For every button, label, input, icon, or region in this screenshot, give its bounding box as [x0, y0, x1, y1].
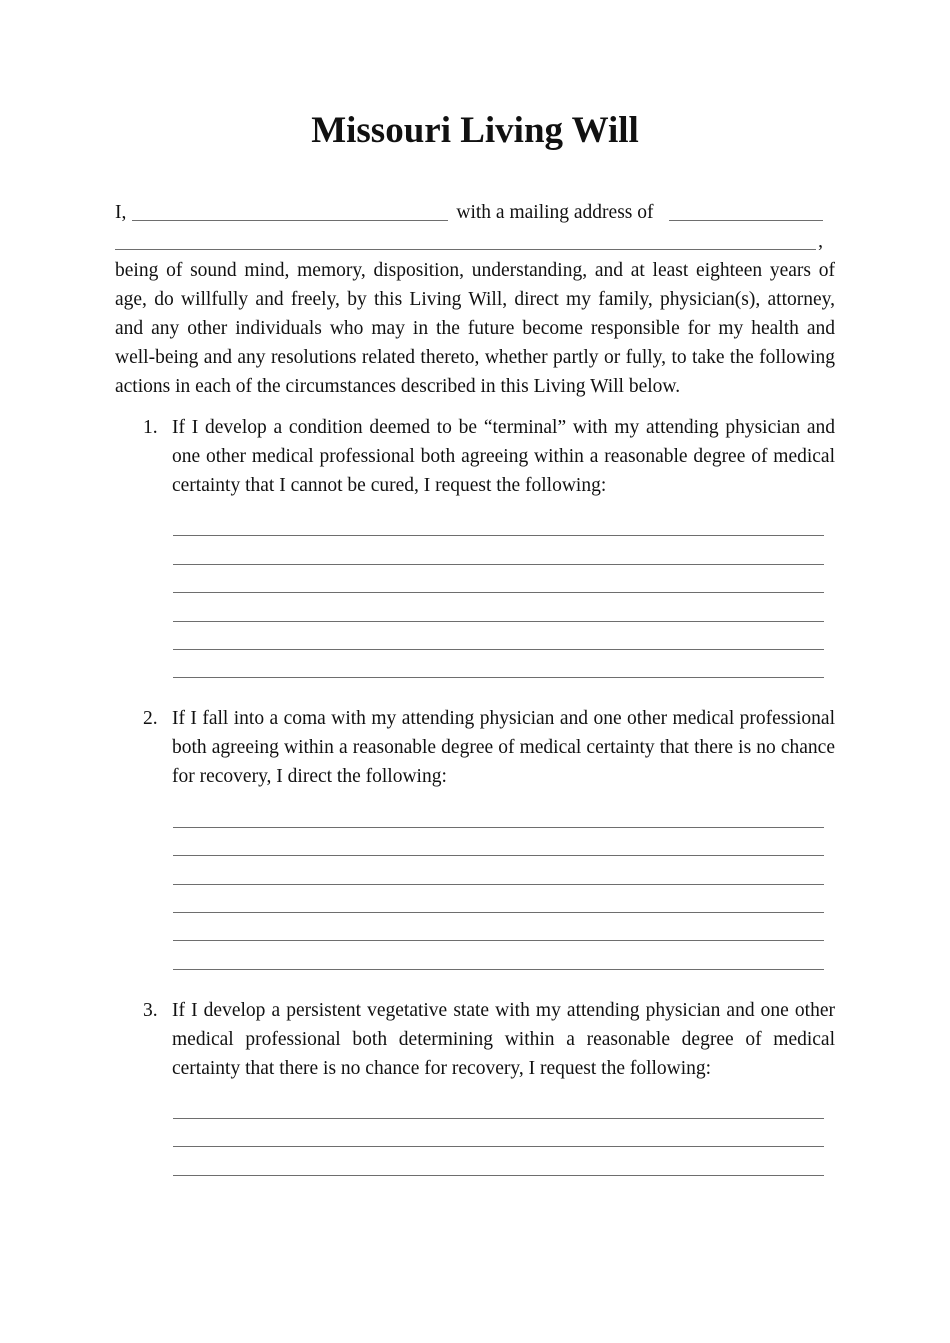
- page-title: Missouri Living Will: [311, 110, 639, 151]
- item-1-response-blanks: [173, 508, 824, 678]
- item-1-text: If I develop a condition deemed to be “terminal” with my attending physician and one other medical professional both agreeing within a reasonable degree of medical certainty that I cannot be cured, I request the following:: [172, 417, 835, 496]
- item-1-number: 1.: [143, 417, 158, 438]
- intro-prefix: I,: [115, 202, 127, 223]
- write-in-line[interactable]: [173, 508, 824, 536]
- item-2-text: If I fall into a coma with my attending physician and one other medical professional both agreeing within a reasonable degree of medical certainty that there is no chance for recovery, I direct the following:: [172, 708, 835, 788]
- write-in-line[interactable]: [173, 941, 824, 969]
- write-in-line[interactable]: [173, 856, 824, 884]
- write-in-line[interactable]: [173, 828, 824, 856]
- write-in-line[interactable]: [173, 913, 824, 941]
- write-in-line[interactable]: [173, 593, 824, 621]
- write-in-line[interactable]: [173, 799, 824, 827]
- intro-body-text: being of sound mind, memory, disposition, understanding, and at least eighteen years of age, do willfully and freely, by this Living Will, direct my family, physician(s), attorney, and any other individuals who may in the future become responsible for my health and well-being and any resolutions related thereto, whether partly or fully, to take the following actions in each of the circumstances described in this Living Will below.: [115, 260, 835, 397]
- mailing-address-label: with a mailing address of: [456, 202, 654, 223]
- list-item-1: [115, 413, 835, 678]
- item-3-number: 3.: [143, 999, 158, 1021]
- write-in-line[interactable]: [173, 1091, 824, 1119]
- write-in-line[interactable]: [173, 565, 824, 593]
- declarant-line: [115, 198, 835, 227]
- mailing-address-blank-continued[interactable]: [115, 236, 816, 250]
- item-2-response-blanks: [173, 799, 824, 969]
- write-in-line[interactable]: [173, 885, 824, 913]
- item-3-response-blanks: [173, 1091, 824, 1176]
- write-in-line[interactable]: [173, 1147, 824, 1175]
- item-3-text: If I develop a persistent vegetative state with my attending physician and one other medical professional both determining within a reasonable degree of medical certainty that there is no chance for recovery, I request the following:: [172, 999, 835, 1079]
- mailing-address-blank[interactable]: [669, 207, 824, 221]
- mailing-address-continued-line: [115, 227, 835, 256]
- write-in-line[interactable]: [173, 622, 824, 650]
- intro-section: [115, 198, 835, 401]
- list-item-3: [115, 996, 835, 1176]
- write-in-line[interactable]: [173, 1119, 824, 1147]
- declarant-name-blank[interactable]: [132, 207, 448, 221]
- write-in-line[interactable]: [173, 536, 824, 564]
- list-item-2: [115, 704, 835, 969]
- write-in-line[interactable]: [173, 650, 824, 678]
- item-2-number: 2.: [143, 708, 158, 730]
- trailing-comma: ,: [818, 231, 823, 252]
